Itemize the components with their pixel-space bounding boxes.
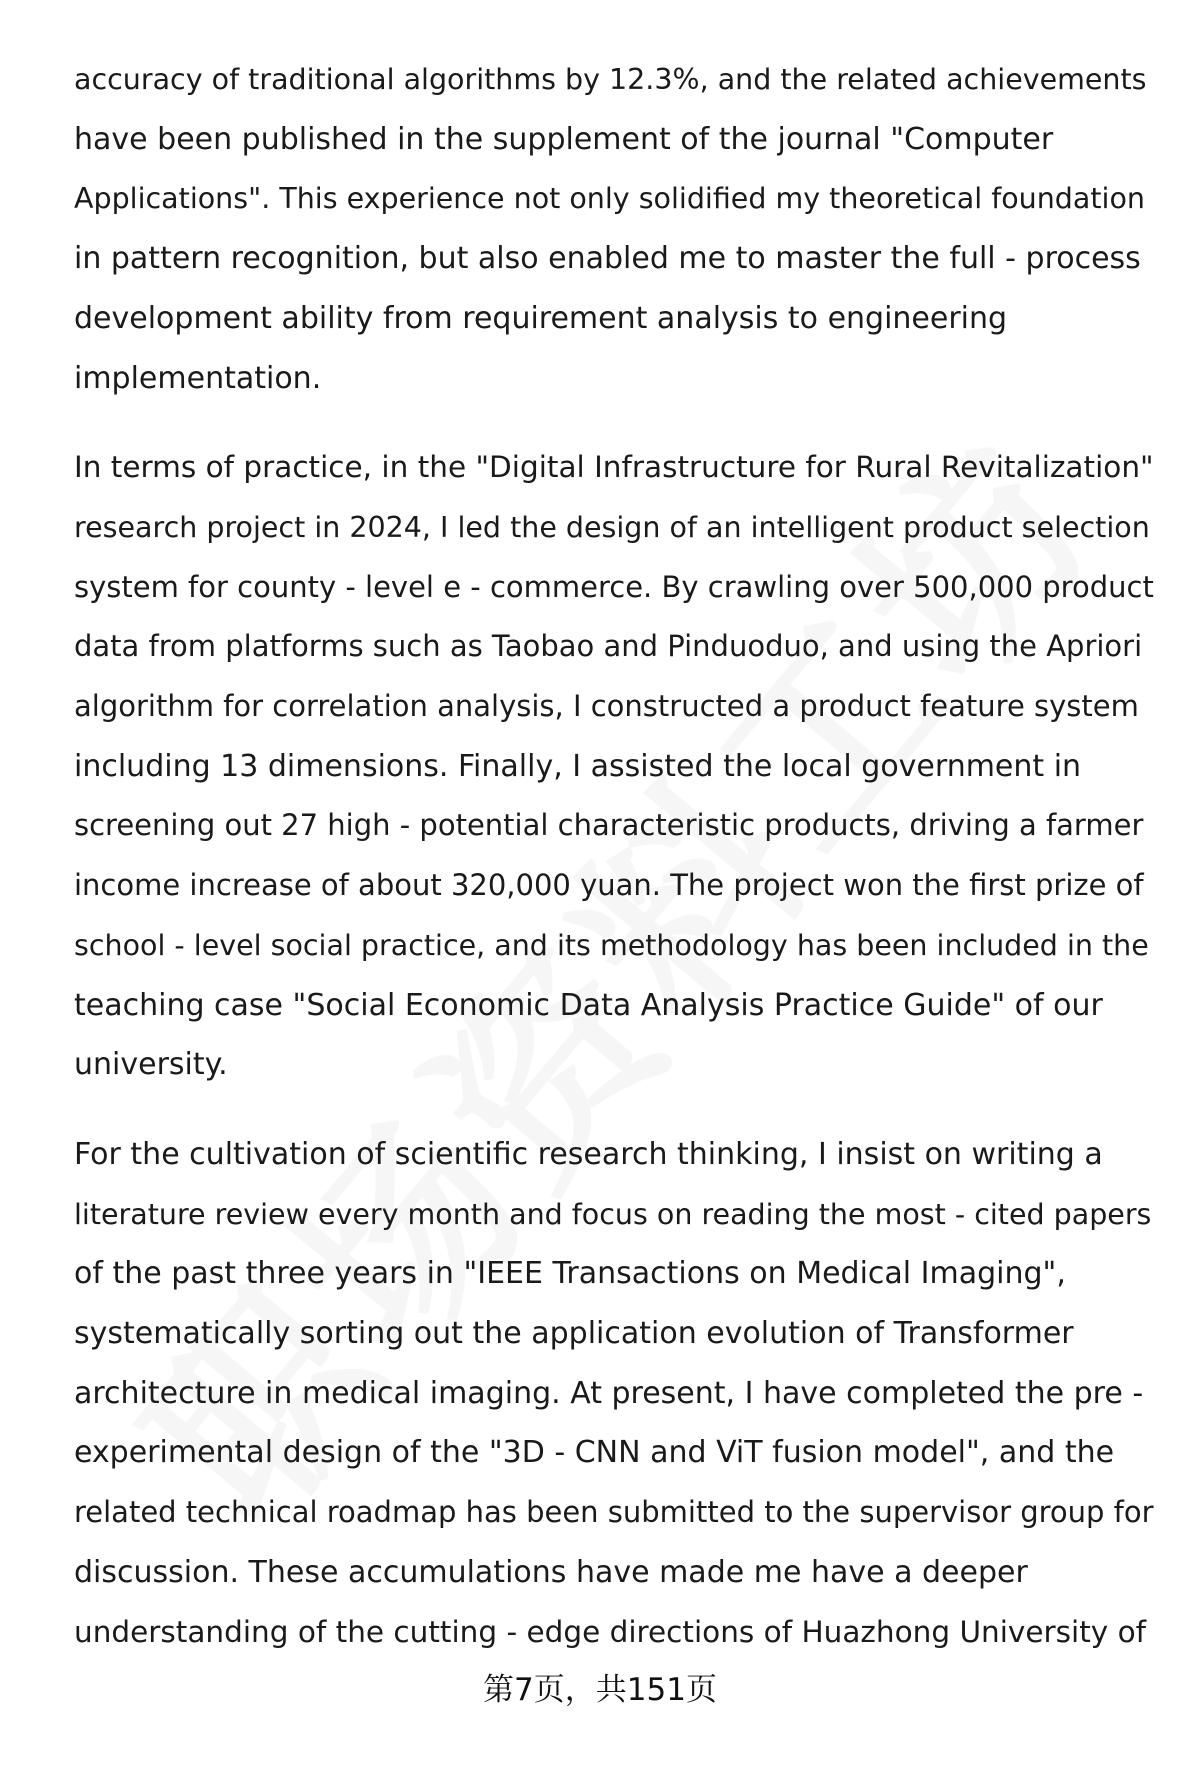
text-line: data from platforms such as Taobao and Pinduoduo, and using the Apriori: [74, 629, 1143, 664]
text-line: literature review every month and focus on reading the most - cited papers: [74, 1197, 1152, 1231]
text-line: related technical roadmap has been submitted to the supervisor group for: [74, 1495, 1154, 1530]
text-line: in pattern recognition, but also enabled me to master the full - process: [74, 241, 1141, 277]
text-line: systematically sorting out the application evolution of Transformer: [74, 1316, 1074, 1352]
text-line: In terms of practice, in the "Digital Infrastructure for Rural Revitalization": [74, 450, 1154, 485]
paragraph-research-achievements: [74, 50, 1154, 408]
text-line: understanding of the cutting - edge directions of Huazhong University of: [74, 1614, 1147, 1649]
text-line: Applications". This experience not only solidified my theoretical foundation: [74, 182, 1145, 216]
text-line: research project in 2024, I led the design of an intelligent product selection: [74, 510, 1150, 544]
text-line: For the cultivation of scientific research thinking, I insist on writing a: [74, 1136, 1103, 1172]
page-number: 第7页，共151页: [483, 1672, 717, 1708]
text-line: income increase of about 320,000 yuan. The project won the first prize of: [74, 868, 1144, 903]
text-line: discussion. These accumulations have made me have a deeper: [74, 1554, 1028, 1590]
text-line: including 13 dimensions. Finally, I assisted the local government in: [74, 748, 1082, 784]
text-line: of the past three years in "IEEE Transactions on Medical Imaging",: [74, 1256, 1066, 1292]
text-line: algorithm for correlation analysis, I constructed a product feature system: [74, 689, 1139, 724]
text-line: accuracy of traditional algorithms by 12.3%, and the related achievements: [74, 63, 1147, 96]
text-line: have been published in the supplement of the journal "Computer: [74, 121, 1054, 157]
paragraph-practice: [74, 438, 1154, 1095]
text-line: experimental design of the "3D - CNN and ViT fusion model", and the: [74, 1435, 1115, 1471]
text-line: implementation.: [74, 360, 322, 396]
text-line: screening out 27 high - potential characteristic products, driving a farmer: [74, 808, 1144, 843]
text-line: school - level social practice, and its methodology has been included in the: [74, 928, 1149, 962]
text-line: system for county - level e - commerce. By crawling over 500,000 product: [74, 569, 1154, 604]
paragraph-research-thinking: [74, 1125, 1154, 1662]
text-line: teaching case "Social Economic Data Analysis Practice Guide" of our: [74, 987, 1103, 1023]
body-text: [74, 50, 1154, 1692]
text-line: development ability from requirement analysis to engineering: [74, 300, 1008, 336]
text-line: university.: [74, 1047, 228, 1083]
text-line: architecture in medical imaging. At present, I have completed the pre -: [74, 1375, 1144, 1411]
